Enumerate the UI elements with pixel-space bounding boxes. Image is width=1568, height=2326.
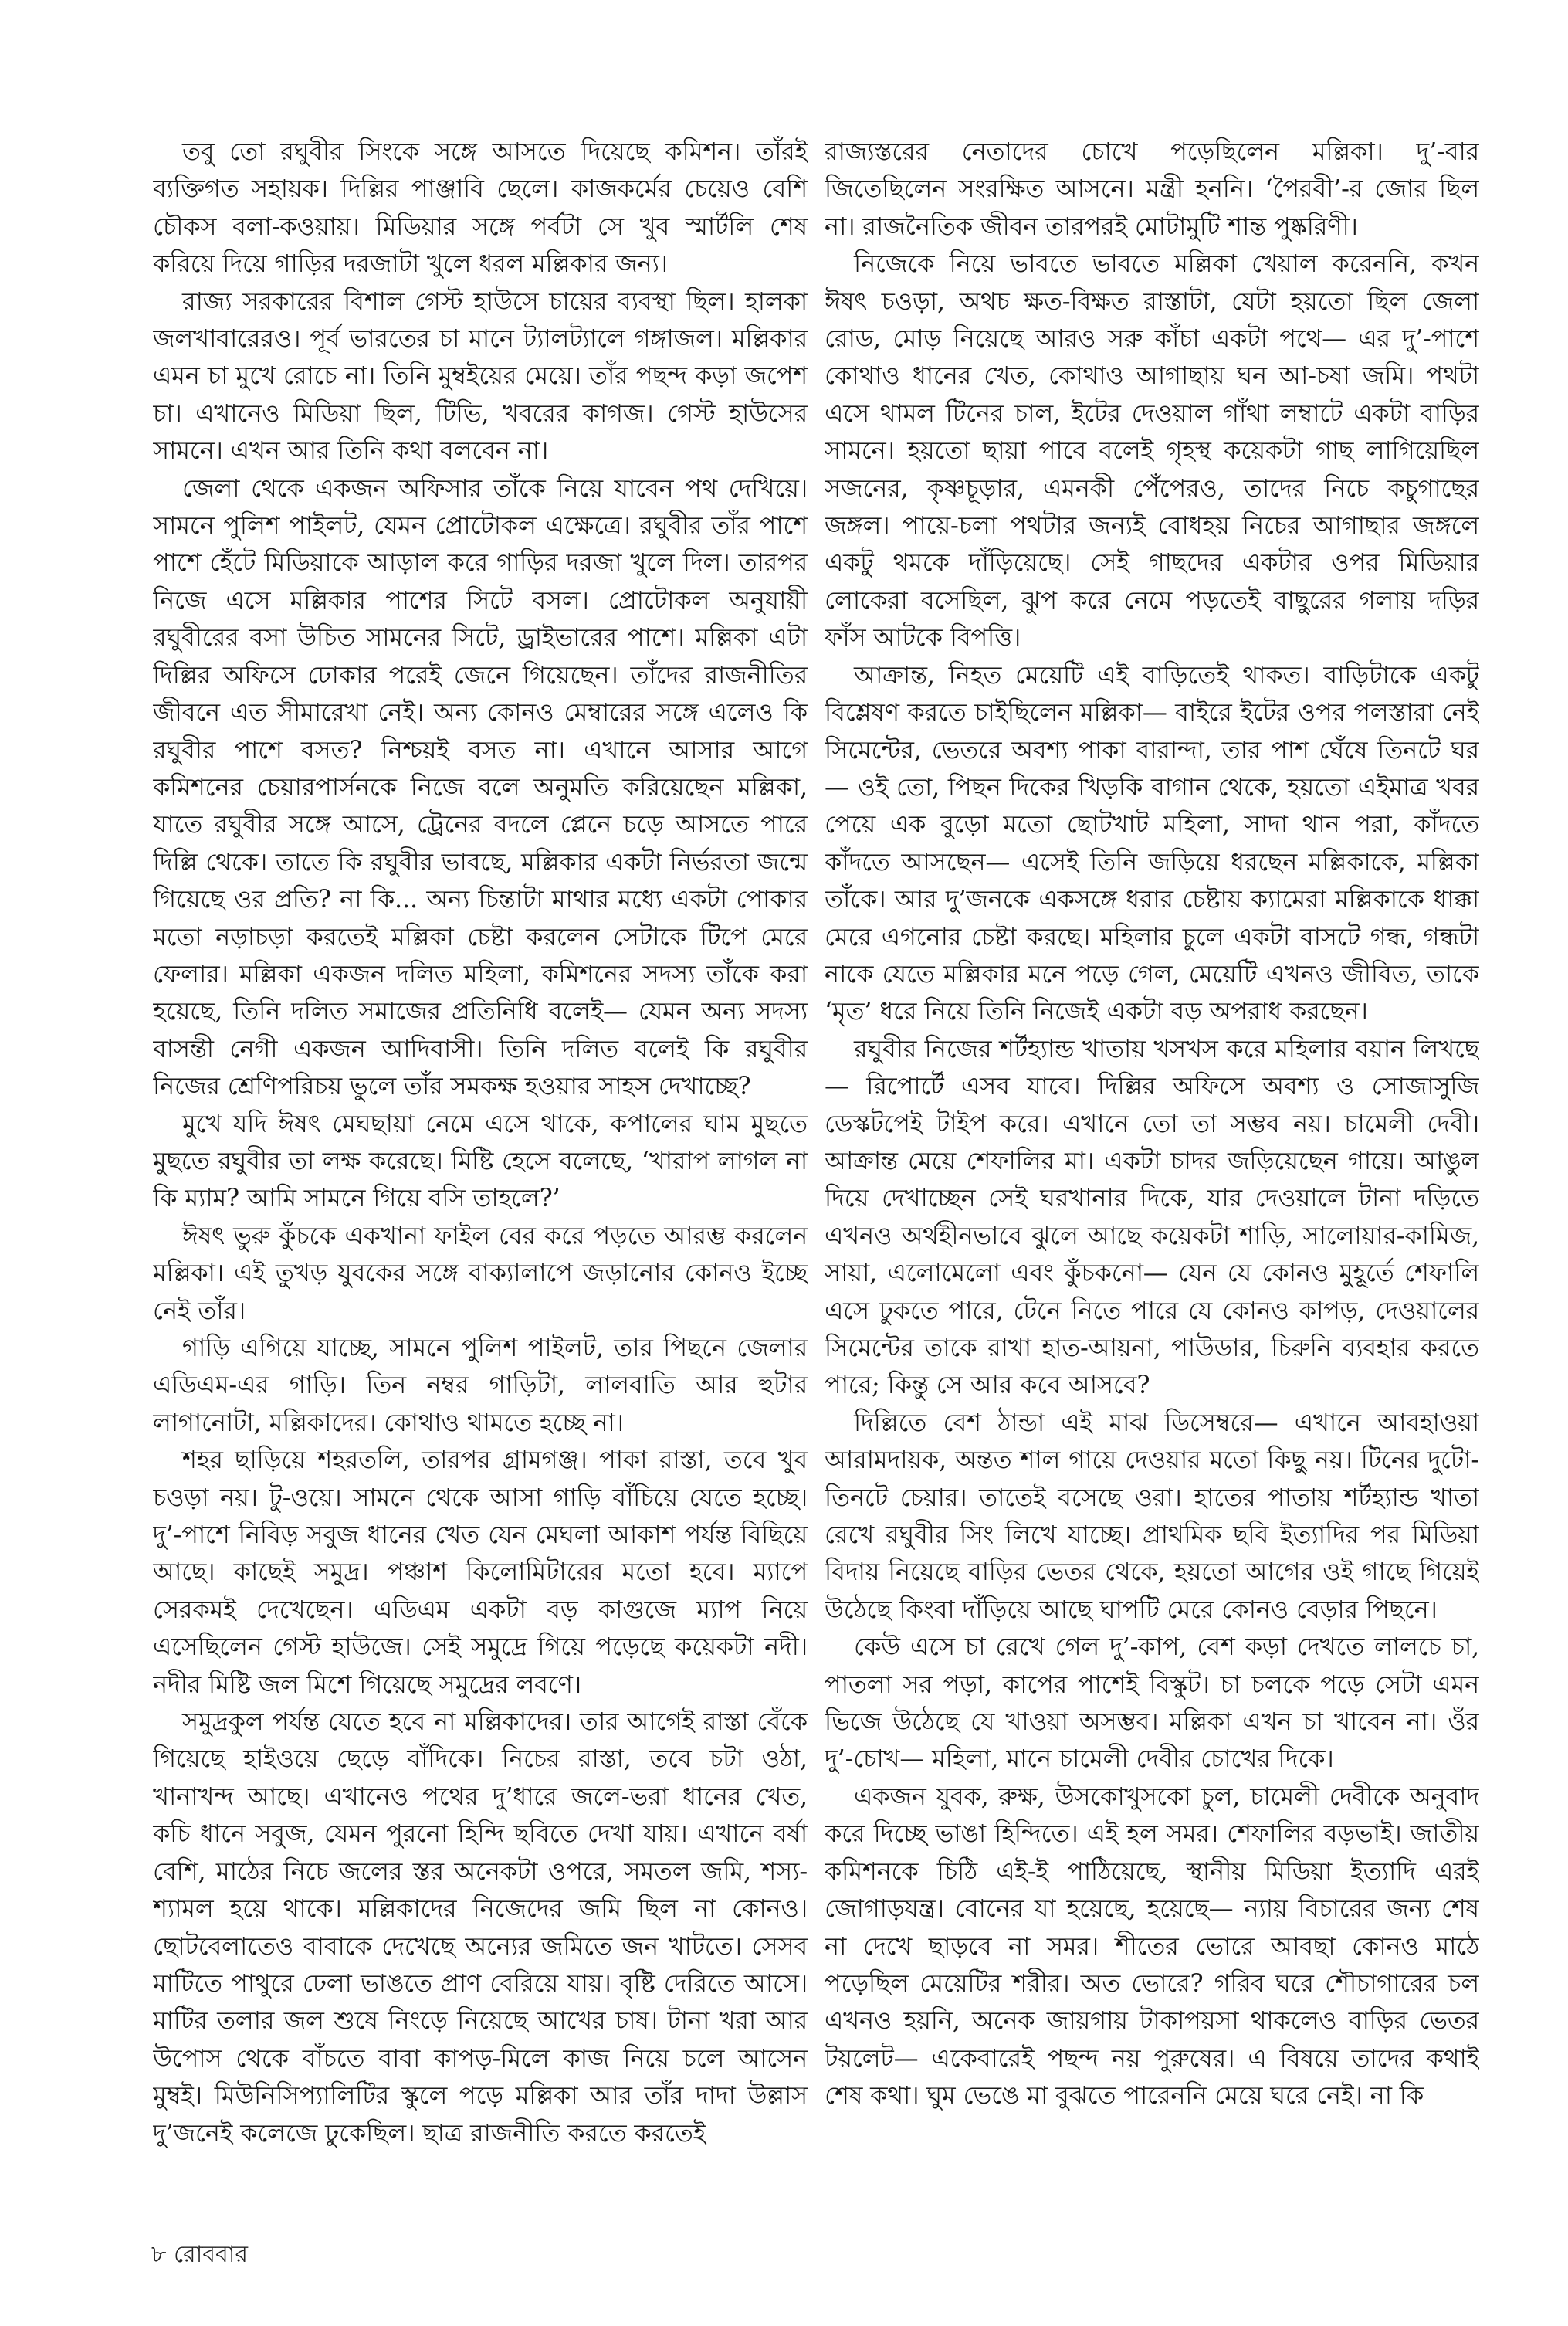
paragraph: রাজ্য সরকারের বিশাল গেস্ট হাউসে চায়ের ব্যবস্থা ছিল। হালকা জলখাবারেরও। পূর্ব ভারতের চা মানে ট্যালট্যালে গঙ্গাজল। মল্লিকার এমন চা মুখে রোচে না। তিনি মুম্বইয়ের মেয়ে। তাঁর পছন্দ কড়া জপেশ চা। এখানেও মিডিয়া ছিল, টিভি, খবরের কাগজ। গেস্ট হাউসের সামনে। এখন আর তিনি কথা বলবেন না।: [153, 286, 808, 466]
paragraph: সমুদ্রকুল পর্যন্ত যেতে হবে না মল্লিকাদের। তার আগেই রাস্তা বেঁকে গিয়েছে হাইওয়ে ছেড়ে বাঁদিকে। নিচের রাস্তা, তবে চটা ওঠা, খানাখন্দ আছে। এখানেও পথের দু’ধারে জলে-ভরা ধানের খেত, কচি ধানে সবুজ, যেমন পুরনো হিন্দি ছবিতে দেখা যায়। এখানে বর্ষা বেশি, মাঠের নিচে জলের স্তর অনেকটা ওপরে, সমতল জমি, শস্য-শ্যামল হয়ে থাকে। মল্লিকাদের নিজেদের জমি ছিল না কোনও। ছোটবেলাতেও বাবাকে দেখেছে অন্যের জমিতে জন খাটতে। সেসব মাটিতে পাথুরে ঢেলা ভাঙতে প্রাণ বেরিয়ে যায়। বৃষ্টি দেরিতে আসে। মাটির তলার জল শুষে নিংড়ে নিয়েছে আখের চাষ। টানা খরা আর উপোস থেকে বাঁচতে বাবা কাপড়-মিলে কাজ নিয়ে চলে আসেন মুম্বই। মিউনিসিপ্যালিটির স্কুলে পড়ে মল্লিকা আর তাঁর দাদা উল্লাস দু’জনেই কলেজে ঢুকেছিল। ছাত্র রাজনীতি করতে করতেই: [153, 1707, 808, 2148]
paragraph: নিজেকে নিয়ে ভাবতে ভাবতে মল্লিকা খেয়াল করেননি, কখন ঈষৎ চওড়া, অথচ ক্ষত-বিক্ষত রাস্তাটা, যেটা হয়তো ছিল জেলা রোড, মোড় নিয়েছে আরও সরু কাঁচা একটা পথে— এর দু’-পাশে কোথাও ধানের খেত, কোথাও আগাছায় ঘন আ-চষা জমি। পথটা এসে থামল টিনের চাল, ইটের দেওয়াল গাঁথা লম্বাটে একটা বাড়ির সামনে। হয়তো ছায়া পাবে বলেই গৃহস্থ কয়েকটা গাছ লাগিয়েছিল সজনের, কৃষ্ণচূড়ার, এমনকী পেঁপেরও, তাদের নিচে কচুগাছের জঙ্গল। পায়ে-চলা পথটার জন্যই বোধহয় নিচের আগাছার জঙ্গলে একটু থমকে দাঁড়িয়েছে। সেই গাছদের একটার ওপর মিডিয়ার লোকেরা বসেছিল, ঝুপ করে নেমে পড়তেই বাছুরের গলায় দড়ির ফাঁস আটকে বিপত্তি।: [825, 249, 1479, 653]
paragraph: শহর ছাড়িয়ে শহরতলি, তারপর গ্রামগঞ্জ। পাকা রাস্তা, তবে খুব চওড়া নয়। টু-ওয়ে। সামনে থেকে আসা গাড়ি বাঁচিয়ে যেতে হচ্ছে। দু’-পাশে নিবিড় সবুজ ধানের খেত যেন মেঘলা আকাশ পর্যন্ত বিছিয়ে আছে। কাছেই সমুদ্র। পঞ্চাশ কিলোমিটারের মতো হবে। ম্যাপে সেরকমই দেখেছেন। এডিএম একটা বড় কাগুজে ম্যাপ নিয়ে এসেছিলেন গেস্ট হাউজে। সেই সমুদ্রে গিয়ে পড়েছে কয়েকটা নদী। নদীর মিষ্টি জল মিশে গিয়েছে সমুদ্রের লবণে।: [153, 1445, 808, 1699]
paragraph: তবু তো রঘুবীর সিংকে সঙ্গে আসতে দিয়েছে কমিশন। তাঁরই ব্যক্তিগত সহায়ক। দিল্লির পাঞ্জাবি ছেলে। কাজকর্মের চেয়েও বেশি চৌকস বলা-কওয়ায়। মিডিয়ার সঙ্গে পর্বটা সে খুব স্মার্টলি শেষ করিয়ে দিয়ে গাড়ির দরজাটা খুলে ধরল মল্লিকার জন্য।: [153, 137, 808, 279]
paragraph: জেলা থেকে একজন অফিসার তাঁকে নিয়ে যাবেন পথ দেখিয়ে। সামনে পুলিশ পাইলট, যেমন প্রোটোকল এক্ষেত্রে। রঘুবীর তাঁর পাশে পাশে হেঁটে মিডিয়াকে আড়াল করে গাড়ির দরজা খুলে দিল। তারপর নিজে এসে মল্লিকার পাশের সিটে বসল। প্রোটোকল অনুযায়ী রঘুবীরের বসা উচিত সামনের সিটে, ড্রাইভারের পাশে। মল্লিকা এটা দিল্লির অফিসে ঢোকার পরেই জেনে গিয়েছেন। তাঁদের রাজনীতির জীবনে এত সীমারেখা নেই। অন্য কোনও মেম্বারের সঙ্গে এলেও কি রঘুবীর পাশে বসত? নিশ্চয়ই বসত না। এখানে আসার আগে কমিশনের চেয়ারপার্সনকে নিজে বলে অনুমতি করিয়েছেন মল্লিকা, যাতে রঘুবীর সঙ্গে আসে, ট্রেনের বদলে প্লেনে চড়ে আসতে পারে দিল্লি থেকে। তাতে কি রঘুবীর ভাবছে, মল্লিকার একটা নির্ভরতা জন্মে গিয়েছে ওর প্রতি? না কি... অন্য চিন্তাটা মাথার মধ্যে একটা পোকার মতো নড়াচড়া করতেই মল্লিকা চেষ্টা করলেন সেটাকে টিপে মেরে ফেলার। মল্লিকা একজন দলিত মহিলা, কমিশনের সদস্য তাঁকে করা হয়েছে, তিনি দলিত সমাজের প্রতিনিধি বলেই— যেমন অন্য সদস্য বাসন্তী নেগী একজন আদিবাসী। তিনি দলিত বলেই কি রঘুবীর নিজের শ্রেণিপরিচয় ভুলে তাঁর সমকক্ষ হওয়ার সাহস দেখাচ্ছে?: [153, 473, 808, 1101]
page-folio: ৮ রোববার: [151, 2241, 248, 2268]
paragraph: আক্রান্ত, নিহত মেয়েটি এই বাড়িতেই থাকত। বাড়িটাকে একটু বিশ্লেষণ করতে চাইছিলেন মল্লিকা— বাইরে ইটের ওপর পলস্তারা নেই সিমেন্টের, ভেতরে অবশ্য পাকা বারান্দা, তার পাশ ঘেঁষে তিনটে ঘর— ওই তো, পিছন দিকের খিড়কি বাগান থেকে, হয়তো এইমাত্র খবর পেয়ে এক বুড়ো মতো ছোটখাট মহিলা, সাদা থান পরা, কাঁদতে কাঁদতে আসছেন— এসেই তিনি জড়িয়ে ধরছেন মল্লিকাকে, মল্লিকা তাঁকে। আর দু’জনকে একসঙ্গে ধরার চেষ্টায় ক্যামেরা মল্লিকাকে ধাক্কা মেরে এগনোর চেষ্টা করছে। মহিলার চুলে একটা বাসটে গন্ধ, গন্ধটা নাকে যেতে মল্লিকার মনে পড়ে গেল, মেয়েটি এখনও জীবিত, তাকে ‘মৃত’ ধরে নিয়ে তিনি নিজেই একটা বড় অপরাধ করছেন।: [825, 659, 1479, 1026]
paragraph: কেউ এসে চা রেখে গেল দু’-কাপ, বেশ কড়া দেখতে লালচে চা, পাতলা সর পড়া, কাপের পাশেই বিস্কুট। চা চলকে পড়ে সেটা এমন ভিজে উঠেছে যে খাওয়া অসম্ভব। মল্লিকা এখন চা খাবেন না। ওঁর দু’-চোখ— মহিলা, মানে চামেলী দেবীর চোখের দিকে।: [825, 1632, 1479, 1774]
paragraph-continued: রাজ্যস্তরের নেতাদের চোখে পড়েছিলেন মল্লিকা। দু’-বার জিতেছিলেন সংরক্ষিত আসনে। মন্ত্রী হননি। ‘পৈরবী’-র জোর ছিল না। রাজনৈতিক জীবন তারপরই মোটামুটি শান্ত পুষ্করিণী।: [825, 137, 1479, 241]
left-text-column: [153, 133, 808, 2187]
paragraph: ঈষৎ ভুরু কুঁচকে একখানা ফাইল বের করে পড়তে আরম্ভ করলেন মল্লিকা। এই তুখড় যুবকের সঙ্গে বাক্যালাপে জড়ানোর কোনও ইচ্ছে নেই তাঁর।: [153, 1220, 808, 1325]
paragraph: মুখে যদি ঈষৎ মেঘছায়া নেমে এসে থাকে, কপালের ঘাম মুছতে মুছতে রঘুবীর তা লক্ষ করেছে। মিষ্টি হেসে বলেছে, ‘খারাপ লাগল না কি ম্যাম? আমি সামনে গিয়ে বসি তাহলে?’: [153, 1108, 808, 1213]
paragraph: গাড়ি এগিয়ে যাচ্ছে, সামনে পুলিশ পাইলট, তার পিছনে জেলার এডিএম-এর গাড়ি। তিন নম্বর গাড়িটা, লালবাতি আর হুটার লাগানোটা, মল্লিকাদের। কোথাও থামতে হচ্ছে না।: [153, 1333, 808, 1437]
paragraph: একজন যুবক, রুক্ষ, উসকোখুসকো চুল, চামেলী দেবীকে অনুবাদ করে দিচ্ছে ভাঙা হিন্দিতে। এই হল সমর। শেফালির বড়ভাই। জাতীয় কমিশনকে চিঠি এই-ই পাঠিয়েছে, স্থানীয় মিডিয়া ইত্যাদি এরই জোগাড়যন্ত্র। বোনের যা হয়েছে, হয়েছে— ন্যায় বিচারের জন্য শেষ না দেখে ছাড়বে না সমর। শীতের ভোরে আবছা কোনও মাঠে পড়েছিল মেয়েটির শরীর। অত ভোরে? গরিব ঘরে শৌচাগারের চল এখনও হয়নি, অনেক জায়গায় টাকাপয়সা থাকলেও বাড়ির ভেতর টয়লেট— একেবারেই পছন্দ নয় পুরুষের। এ বিষয়ে তাদের কথাই শেষ কথা। ঘুম ভেঙে মা বুঝতে পারেননি মেয়ে ঘরে নেই। না কি: [825, 1781, 1479, 2111]
paragraph: রঘুবীর নিজের শর্টহ্যান্ড খাতায় খসখস করে মহিলার বয়ান লিখছে— রিপোর্টে এসব যাবে। দিল্লির অফিসে অবশ্য ও সোজাসুজি ডেস্কটপেই টাইপ করে। এখানে তো তা সম্ভব নয়। চামেলী দেবী। আক্রান্ত মেয়ে শেফালির মা। একটা চাদর জড়িয়েছেন গায়ে। আঙুল দিয়ে দেখাচ্ছেন সেই ঘরখানার দিকে, যার দেওয়ালে টানা দড়িতে এখনও অর্থহীনভাবে ঝুলে আছে কয়েকটা শাড়ি, সালোয়ার-কামিজ, সায়া, এলোমেলো এবং কুঁচকনো— যেন যে কোনও মুহূর্তে শেফালি এসে ঢুকতে পারে, টেনে নিতে পারে যে কোনও কাপড়, দেওয়ালের সিমেন্টের তাকে রাখা হাত-আয়না, পাউডার, চিরুনি ব্যবহার করতে পারে; কিন্তু সে আর কবে আসবে?: [825, 1033, 1479, 1400]
paragraph: দিল্লিতে বেশ ঠান্ডা এই মাঝ ডিসেম্বরে— এখানে আবহাওয়া আরামদায়ক, অন্তত শাল গায়ে দেওয়ার মতো কিছু নয়। টিনের দুটো-তিনটে চেয়ার। তাতেই বসেছে ওরা। হাতের পাতায় শর্টহ্যান্ড খাতা রেখে রঘুবীর সিং লিখে যাচ্ছে। প্রাথমিক ছবি ইত্যাদির পর মিডিয়া বিদায় নিয়েছে বাড়ির ভেতর থেকে, হয়তো আগের ওই গাছে গিয়েই উঠেছে কিংবা দাঁড়িয়ে আছে ঘাপটি মেরে কোনও বেড়ার পিছনে।: [825, 1407, 1479, 1624]
right-text-column: [825, 133, 1479, 2187]
